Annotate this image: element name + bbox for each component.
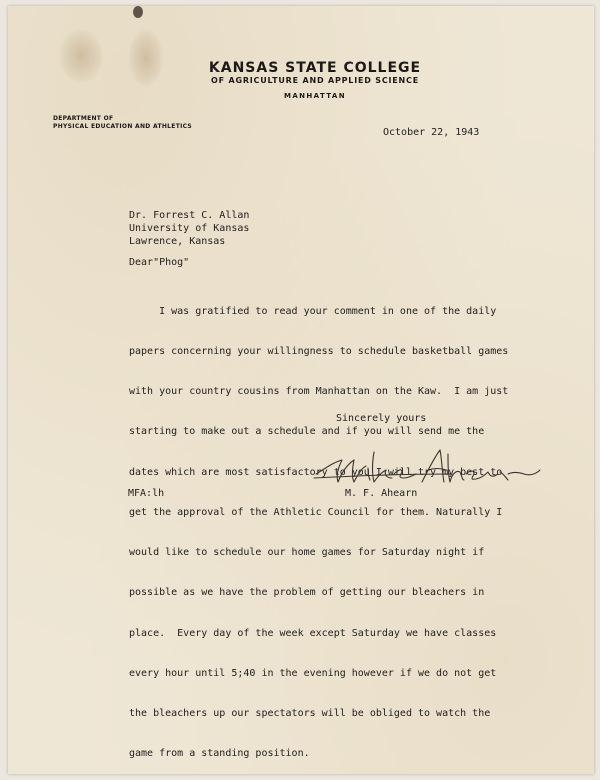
closing: Sincerely yours bbox=[336, 413, 427, 424]
letter-body bbox=[129, 278, 508, 774]
salutation: Dear"Phog" bbox=[129, 257, 190, 268]
handwritten-signature bbox=[312, 444, 542, 488]
body-line: starting to make out a schedule and if you will send me the bbox=[129, 426, 485, 438]
body-line: place. Every day of the week except Saturday we have classes bbox=[129, 627, 497, 639]
body-line: every hour until 5;40 in the evening however if we do not get bbox=[129, 667, 497, 679]
body-line: with your country cousins from Manhattan on the Kaw. I am just bbox=[129, 386, 509, 398]
letterhead-subtitle: OF AGRICULTURE AND APPLIED SCIENCE bbox=[211, 76, 419, 85]
typed-name: M. F. Ahearn bbox=[345, 488, 418, 499]
letterhead-name: KANSAS STATE COLLEGE bbox=[208, 60, 422, 76]
department-block bbox=[53, 115, 192, 131]
letterhead-city: MANHATTAN bbox=[283, 92, 347, 100]
department-line: DEPARTMENT OF bbox=[53, 115, 114, 122]
recipient-line: Lawrence, Kansas bbox=[129, 236, 226, 247]
recipient-line: University of Kansas bbox=[129, 223, 250, 234]
recipient-address bbox=[129, 209, 249, 248]
typist-initials: MFA:lh bbox=[128, 488, 165, 499]
letter-date: October 22, 1943 bbox=[383, 127, 480, 138]
body-line: possible as we have the problem of getting our bleachers in bbox=[129, 587, 485, 599]
body-line: dates which are most satisfactory to you I will try my best to bbox=[129, 466, 503, 478]
body-line: game from a standing position. bbox=[129, 748, 310, 760]
body-line: the bleachers up our spectators will be obliged to watch the bbox=[129, 708, 491, 719]
body-line: papers concerning your willingness to schedule basketball games bbox=[129, 346, 509, 358]
body-line: I was gratified to read your comment in one of the daily bbox=[129, 305, 497, 317]
paper-stain bbox=[58, 28, 104, 84]
body-line: get the approval of the Athletic Council for them. Naturally I bbox=[129, 506, 503, 518]
department-line: PHYSICAL EDUCATION AND ATHLETICS bbox=[53, 123, 193, 130]
paper-stain bbox=[128, 28, 164, 88]
paper-stain bbox=[133, 6, 143, 18]
body-line: would like to schedule our home games for Saturday night if bbox=[129, 547, 485, 559]
recipient-line: Dr. Forrest C. Allan bbox=[129, 210, 250, 221]
